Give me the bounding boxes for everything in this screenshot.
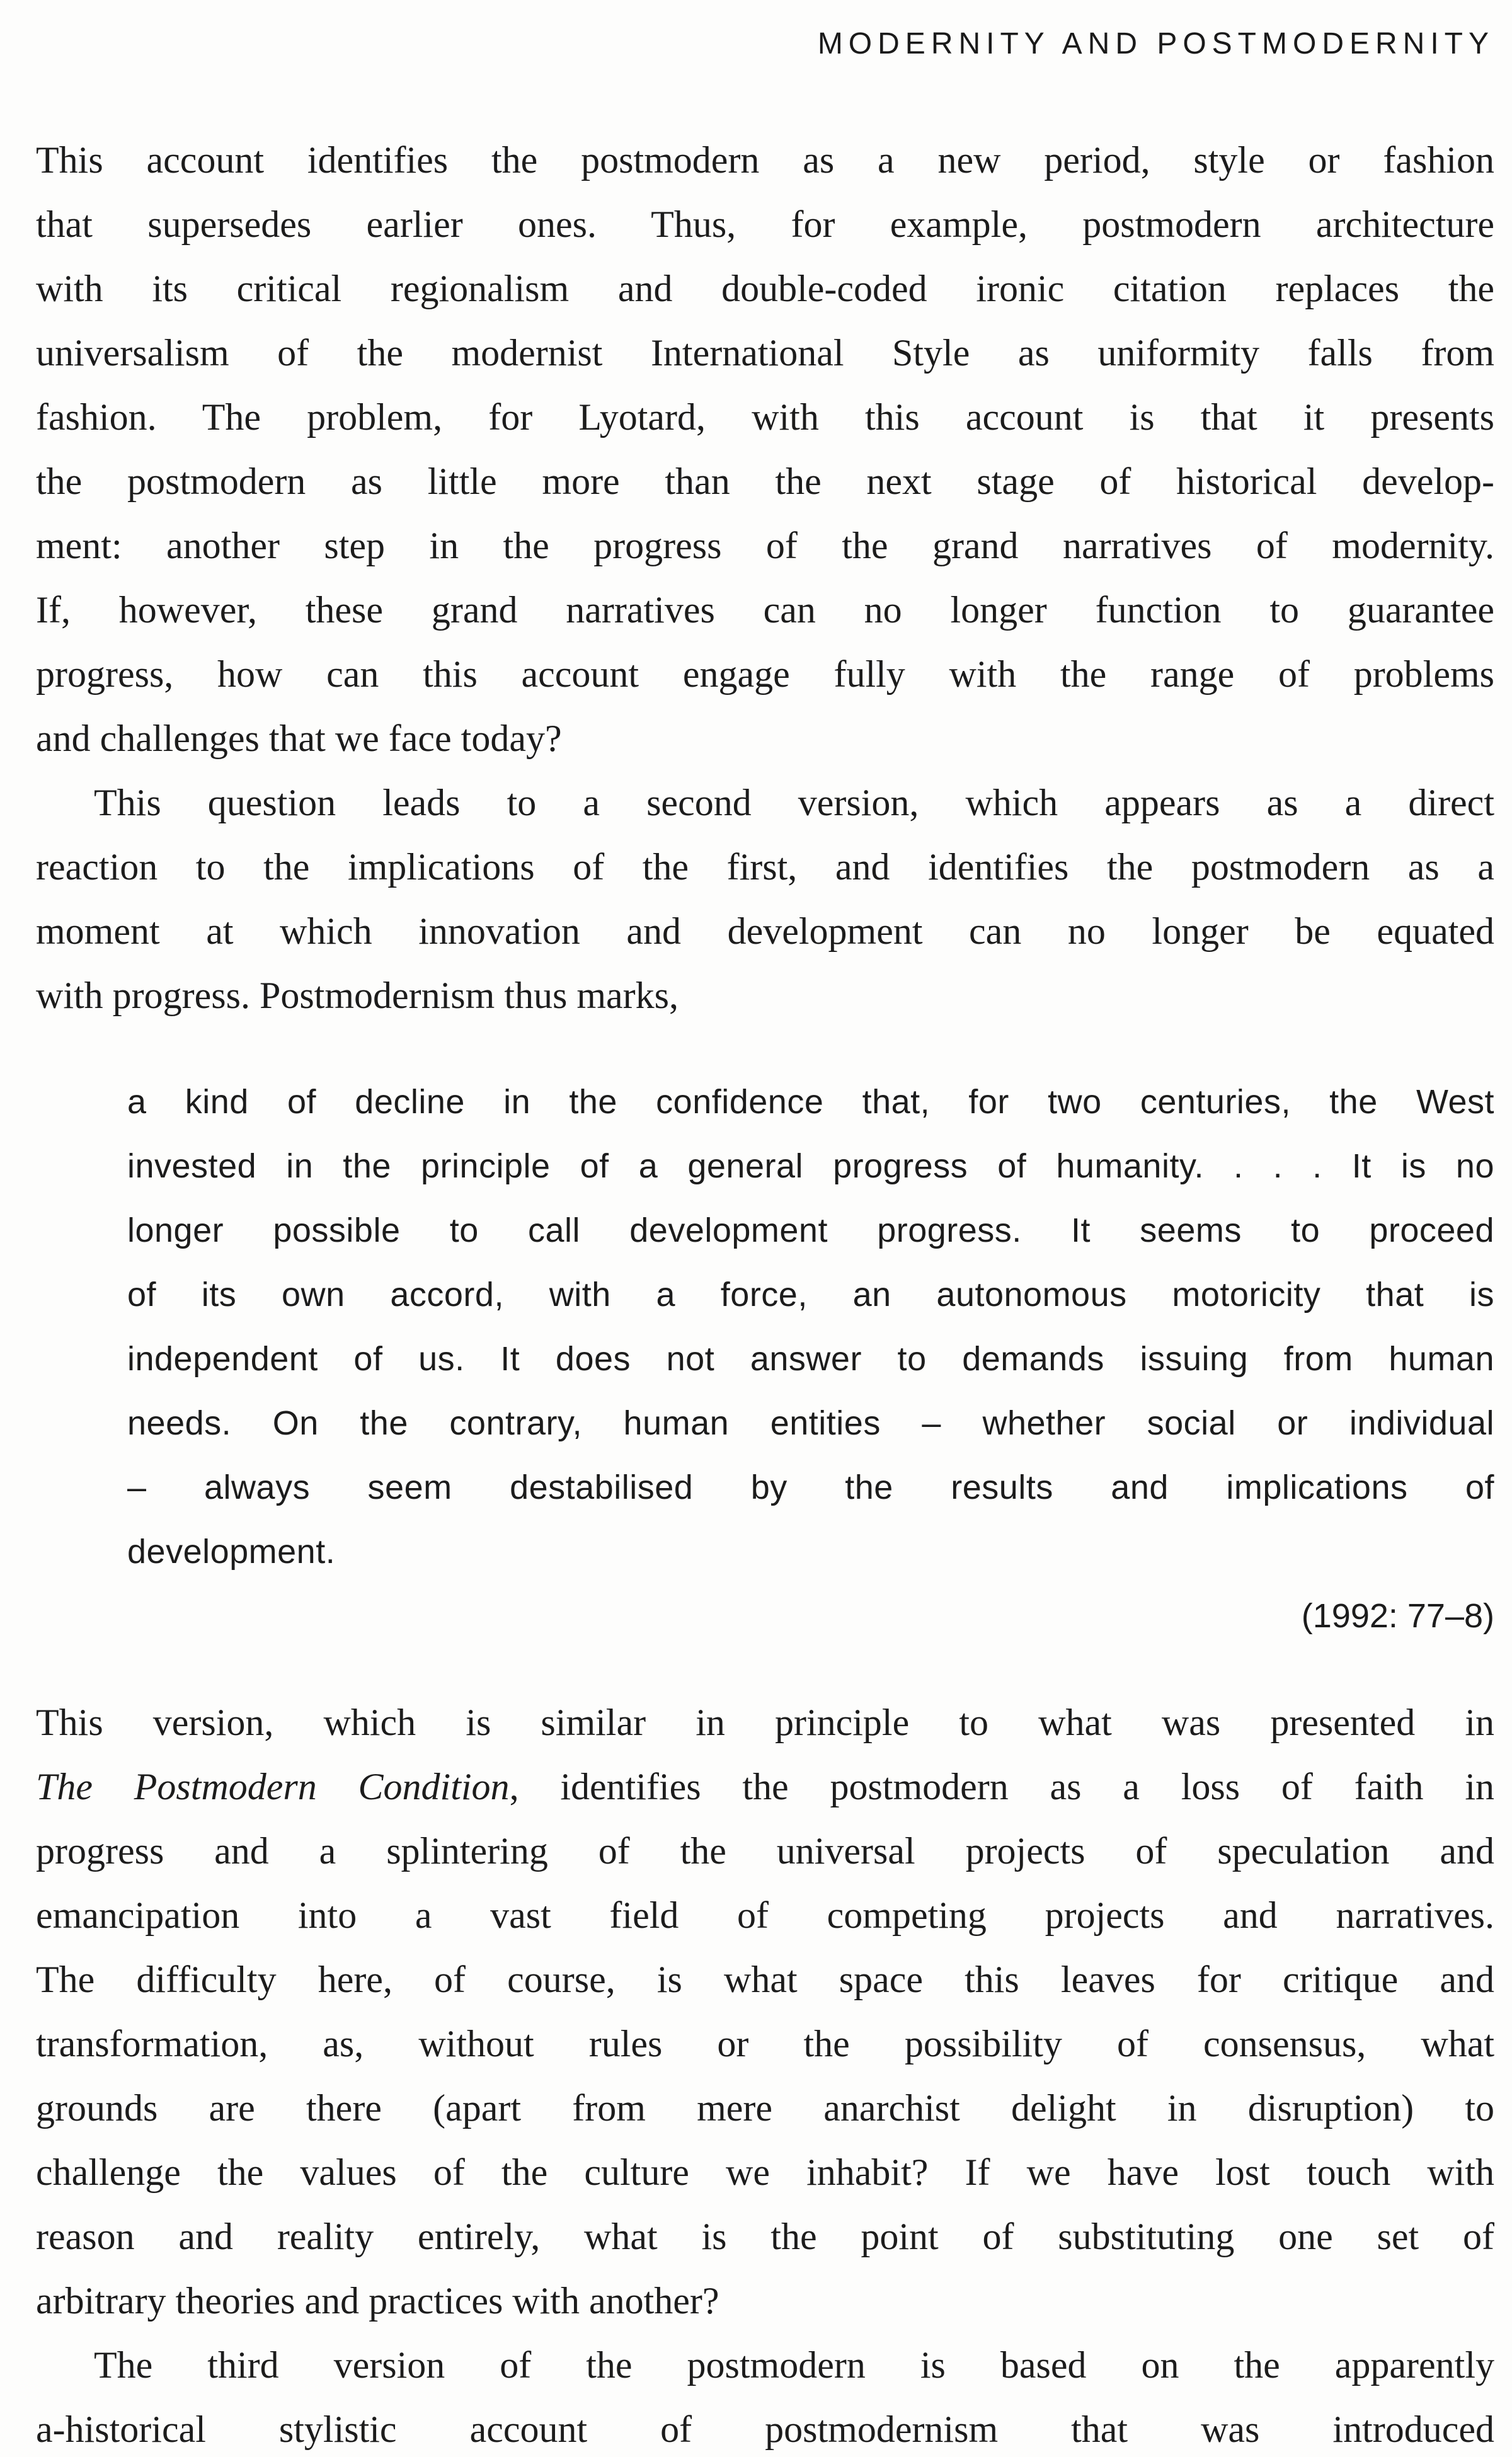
text-line: invested in the principle of a general progress of humanity. . . . It is no [127, 1147, 1494, 1185]
text-line: a-historical stylistic account of postmodernism that was introduced [36, 2408, 1494, 2450]
text-line: universalism of the modernist International Style as uniformity falls from [36, 332, 1494, 374]
text-line: progress, how can this account engage fully with the range of problems [36, 653, 1494, 695]
text-line: with its critical regionalism and double-coded ironic citation replaces the [36, 268, 1494, 309]
text-line: If, however, these grand narratives can no longer function to guarantee [36, 589, 1494, 631]
paragraph [36, 128, 1494, 770]
text-line: longer possible to call development progress. It seems to proceed [127, 1211, 1494, 1249]
paragraph [36, 770, 1494, 1028]
text-line: ment: another step in the progress of the grand narratives of modernity. [36, 525, 1494, 566]
italic-book-title: The Postmodern Condition [36, 1766, 510, 1807]
text-line: This question leads to a second version, which appears as a direct [94, 782, 1494, 823]
text-line: grounds are there (apart from mere anarchist delight in disruption) to [36, 2087, 1494, 2129]
text-line: The third version of the postmodern is based on the apparently [94, 2344, 1494, 2386]
text-line: transformation, as, without rules or the possibility of consensus, what [36, 2023, 1494, 2065]
paragraph [36, 1690, 1494, 2333]
citation-line: (1992: 77–8) [1301, 1597, 1494, 1635]
text-line: that supersedes earlier ones. Thus, for example, postmodern architecture [36, 203, 1494, 245]
text-line: of its own accord, with a force, an autonomous motoricity that is [127, 1276, 1494, 1314]
text-line: needs. On the contrary, human entities – whether social or individual [127, 1404, 1494, 1442]
text-line: the postmodern as little more than the next stage of historical develop- [36, 461, 1494, 502]
block-quote [127, 1070, 1494, 1584]
text-line: with progress. Postmodernism thus marks, [36, 975, 679, 1016]
text-line: a kind of decline in the confidence that, for two centuries, the West [127, 1083, 1494, 1121]
text-line: This version, which is similar in principle to what was presented in [36, 1702, 1494, 1743]
text-segment: , identifies the postmodern as a loss of faith in [509, 1766, 1494, 1807]
text-line: emancipation into a vast field of competing projects and narratives. [36, 1894, 1494, 1936]
text-line [36, 1755, 1494, 1819]
text-line: arbitrary theories and practices with another? [36, 2280, 719, 2322]
text-line: independent of us. It does not answer to demands issuing from human [127, 1340, 1494, 1378]
text-line: progress and a splintering of the universal projects of speculation and [36, 1830, 1494, 1872]
paragraph [36, 2333, 1494, 2457]
text-line: challenge the values of the culture we inhabit? If we have lost touch with [36, 2151, 1494, 2193]
text-line: moment at which innovation and development can no longer be equated [36, 910, 1494, 952]
text-line: – always seem destabilised by the results and implications of [127, 1469, 1494, 1506]
text-line: reason and reality entirely, what is the point of substituting one set of [36, 2216, 1494, 2257]
text-line: fashion. The problem, for Lyotard, with this account is that it presents [36, 396, 1494, 438]
text-line: reaction to the implications of the first, and identifies the postmodern as a [36, 846, 1494, 888]
text-line: and challenges that we face today? [36, 718, 562, 759]
running-header: MODERNITY AND POSTMODERNITY [817, 27, 1494, 60]
text-line: This account identifies the postmodern as a new period, style or fashion [36, 139, 1494, 181]
text-line: development. [127, 1533, 336, 1571]
text-line: The difficulty here, of course, is what space this leaves for critique and [36, 1959, 1494, 2000]
text-area [36, 128, 1494, 2457]
